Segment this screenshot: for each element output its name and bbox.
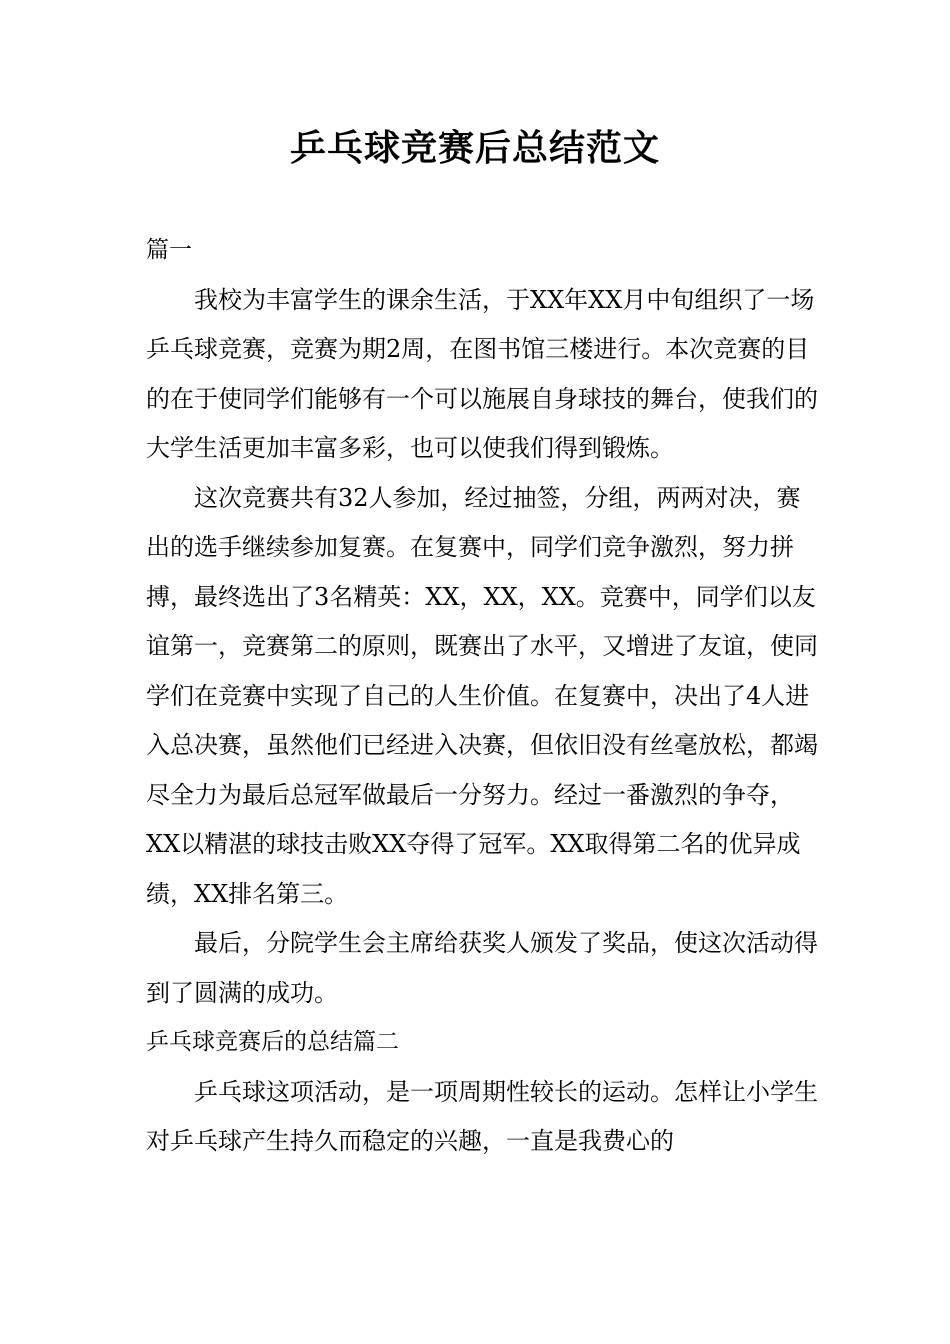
paragraph-2: 这次竞赛共有32人参加，经过抽签，分组，两两对决，赛出的选手继续参加复赛。在复赛中，同学们竞争激烈，努力拼搏，最终选出了3名精英：XX，XX，XX。竞赛中，同学们以友谊第一，竞赛第二的原则，既赛出了水平，又增进了友谊，使同学们在竞赛中实现了自己的人生价值。在复赛中，决出了4人进入总决赛，虽然他们已经进入决赛，但依旧没有丝毫放松，都竭尽全力为最后总冠军做最后一分努力。经过一番激烈的争夺，XX以精湛的球技击败XX夺得了冠军。XX取得第二名的优异成绩，XX排名第三。 [146, 483, 818, 908]
paragraph-1: 我校为丰富学生的课余生活，于XX年XX月中旬组织了一场乒乓球竞赛，竞赛为期2周，在图书馆三楼进行。本次竞赛的目的在于使同学们能够有一个可以施展自身球技的舞台，使我们的大学生活更加丰富多彩，也可以使我们得到锻炼。 [146, 285, 818, 462]
section-label-1: 篇一 [146, 237, 192, 263]
document-title: 乒乓球竞赛后总结范文 [289, 128, 660, 169]
section-label-2: 乒乓球竞赛后的总结篇二 [146, 1029, 399, 1055]
paragraph-4: 乒乓球这项活动，是一项周期性较长的运动。怎样让小学生对乒乓球产生持久而稳定的兴趣，一直是我费心的 [146, 1077, 818, 1155]
document-body [146, 226, 818, 1167]
paragraph-3: 最后，分院学生会主席给获奖人颁发了奖品，使这次活动得到了圆满的成功。 [146, 929, 818, 1007]
